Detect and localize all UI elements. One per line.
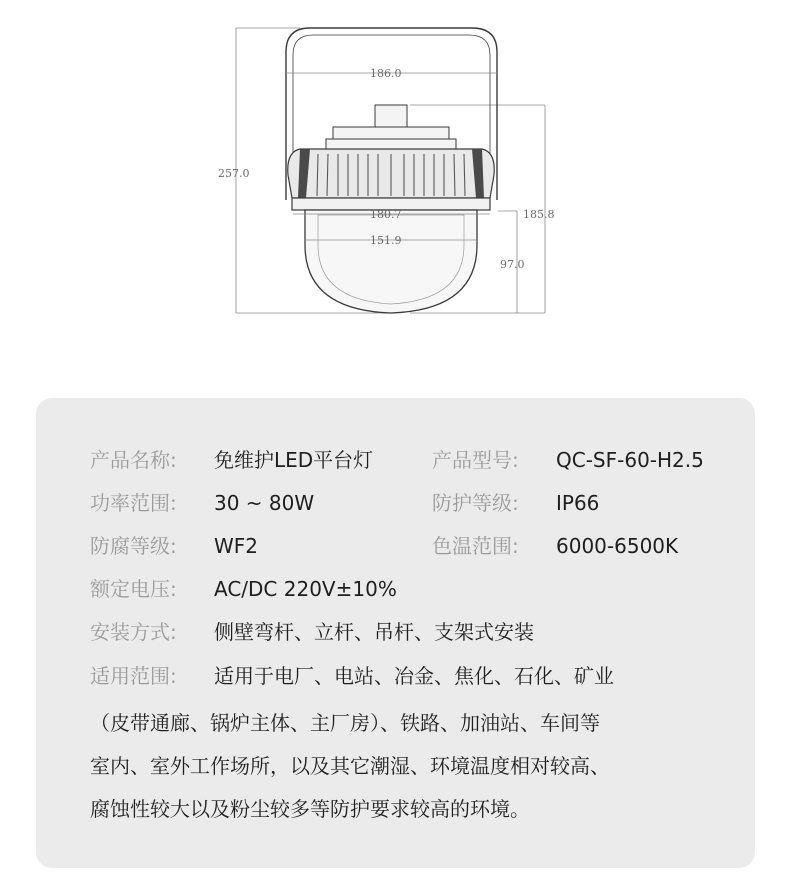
corrosion-label: 防腐等级: <box>90 534 177 558</box>
scope-label: 适用范围: <box>90 664 177 688</box>
ip-label: 防护等级: <box>432 491 519 515</box>
dim-total-height: 257.0 <box>218 167 250 180</box>
voltage-label: 额定电压: <box>90 577 177 601</box>
power-value: 30 ~ 80W <box>214 491 315 515</box>
lamp-cover <box>305 210 477 313</box>
dim-cover-height: 97.0 <box>500 258 525 271</box>
scope-line-3: 室内、室外工作场所，以及其它潮湿、环境温度相对较高、 <box>90 754 610 778</box>
product-model-value: QC-SF-60-H2.5 <box>556 448 704 472</box>
voltage-value: AC/DC 220V±10% <box>214 577 397 601</box>
cct-label: 色温范围: <box>432 534 519 558</box>
product-name-label: 产品名称: <box>90 448 177 472</box>
dim-cover-width: 151.9 <box>370 234 402 247</box>
cct-value: 6000-6500K <box>556 534 679 558</box>
install-value: 侧壁弯杆、立杆、吊杆、支架式安装 <box>214 620 534 644</box>
scope-line-2: （皮带通廊、锅炉主体、主厂房）、铁路、加油站、车间等 <box>90 711 600 735</box>
install-label: 安装方式: <box>90 620 177 644</box>
dim-heatsink-width: 180.7 <box>370 208 402 221</box>
product-name-value: 免维护LED平台灯 <box>214 448 374 472</box>
ip-value: IP66 <box>556 491 600 515</box>
scope-line-4: 腐蚀性较大以及粉尘较多等防护要求较高的环境。 <box>90 797 530 821</box>
power-label: 功率范围: <box>90 491 177 515</box>
dim-total-width: 186.0 <box>370 67 402 80</box>
lamp-top-cap <box>326 105 456 149</box>
lamp-dimension-drawing <box>0 0 790 390</box>
scope-line-1: 适用于电厂、电站、冶金、焦化、石化、矿业 <box>214 664 614 688</box>
heatsink-body <box>288 149 495 210</box>
spec-panel <box>36 398 755 868</box>
corrosion-value: WF2 <box>214 534 259 558</box>
product-model-label: 产品型号: <box>432 448 519 472</box>
dim-lamp-height: 185.8 <box>523 208 555 221</box>
